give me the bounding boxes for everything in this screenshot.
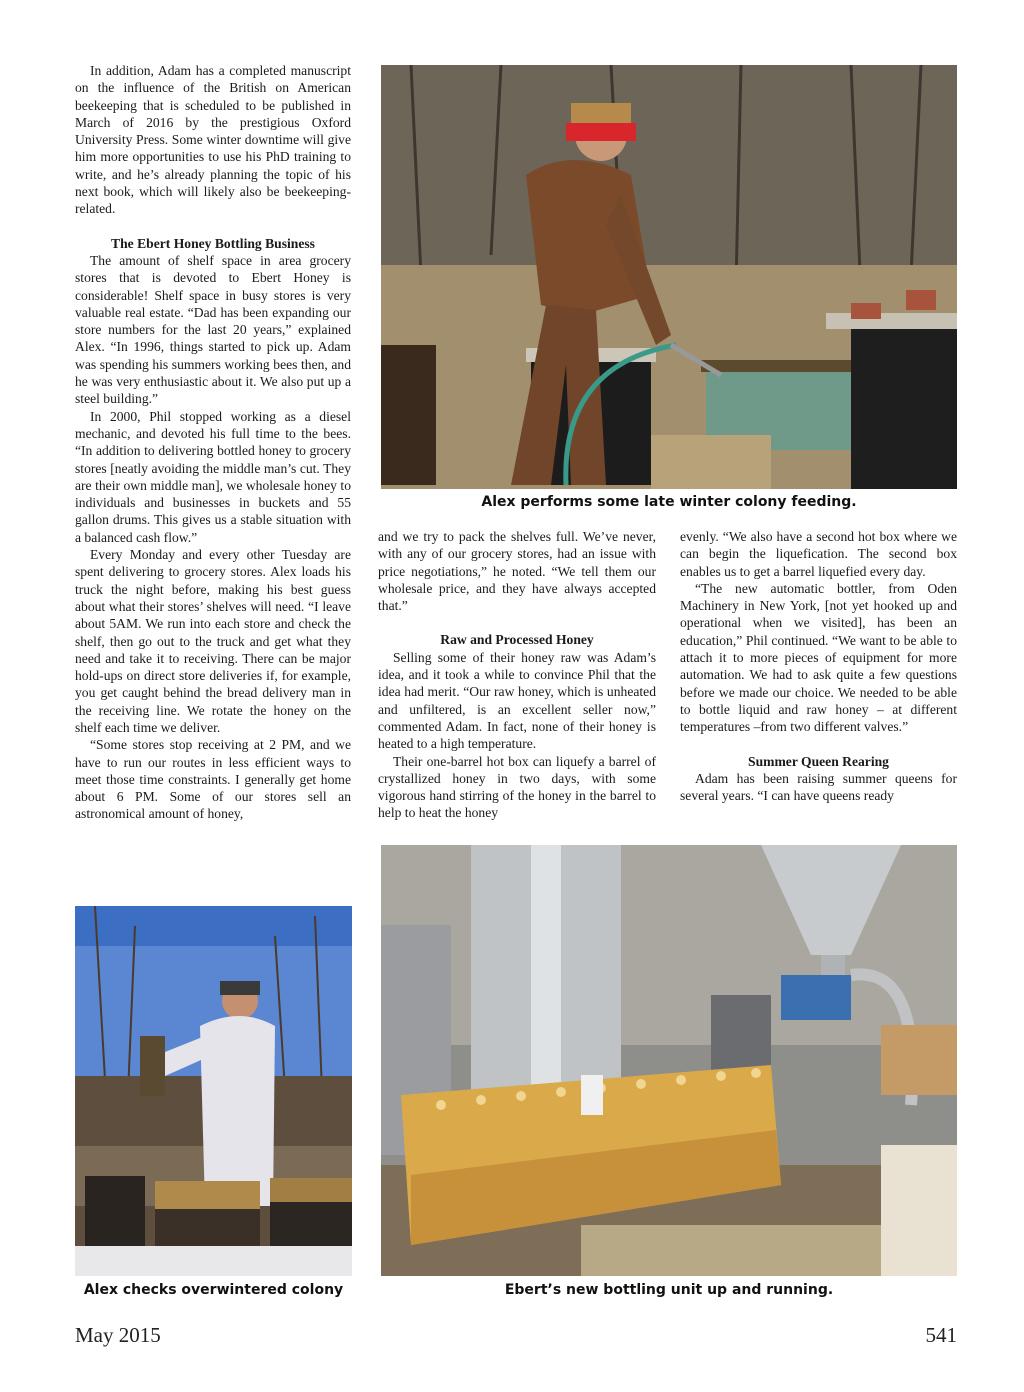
caption-top-photo: Alex performs some late winter colony feeding. [481,494,857,510]
footer-date: May 2015 [75,1323,161,1347]
paragraph: In 2000, Phil stopped working as a diesel mechanic, and devoted his full time to the bees. “In addition to delivering bottled honey to grocery stores [neatly avoiding the middle man’s cut. They are their own middle man], we wholesale honey to individuals and businesses in buckets and 55 gallon drums. This gives us a stable situation with a balanced cash flow.” [75,408,351,545]
section-heading: The Ebert Honey Bottling Business [111,235,315,251]
paragraph: “Some stores stop receiving at 2 PM, and we have to run our routes in less efficient ways to meet those time constraints. I generally get home about 6 PM. Some of our stores sell an astronomical amount of honey, [75,737,351,822]
paragraph: evenly. “We also have a second hot box where we can begin the liquefication. The second box enables us to get a barrel liquefied every day. [680,529,957,579]
paragraph: Selling some of their honey raw was Adam’s idea, and it took a while to convince Phil that the idea had merit. “Our raw honey, which is unheated and unfiltered, is an excellent seller now,” commented Adam. In fact, none of their honey is heated to a high temperature. [378,649,656,752]
paragraph: Adam has been raising summer queens for several years. “I can have queens ready [680,770,957,804]
paragraph: and we try to pack the shelves full. We’ve never, with any of our grocery stores, had an issue with price negotiations,” he noted. “We tell them our wholesale price, and they have always accepted that.” [378,529,656,614]
section-heading: Summer Queen Rearing [748,753,889,769]
paragraph: The amount of shelf space in area grocery stores that is devoted to Ebert Honey is considerable! Shelf space in busy stores is very valuable real estate. “Dad has been expanding our store numbers for the last 20 years,” explained Alex. “In 1996, things started to pick up. Adam was spending his summers working bees then, and he was very enthusiastic about it. We also put up a steel building.” [75,252,351,407]
caption-bottom-right-photo: Ebert’s new bottling unit up and running. [504,1282,834,1298]
paragraph: “The new automatic bottler, from Oden Machinery in New York, [not yet hooked up and operational when we visited], has been an education,” Phil continued. “We want to be able to attach it to more pieces of equipment for more automation. We had to ask quite a few questions before we made our choice. We needed to be able to bottle liquid and raw honey – at different temperatures –from two different valves.” [680,580,957,735]
article-column-1 [75,62,351,823]
photo-bottling-unit [381,845,957,1276]
article-column-2 [378,528,656,822]
paragraph: Every Monday and every other Tuesday are spent delivering to grocery stores. Alex loads his truck the night before, making his best guess about what their stores’ shelves will need. “I leave about 5AM. We run into each store and check the shelf, then go out to the truck and get what they need and take it to receiving. There can be major hold-ups on direct store deliveries if, for example, you get caught behind the bread delivery man in the receiving line. We rotate the honey on the shelf each time we deliver. [75,547,351,735]
photo-overwintered-colony [75,906,352,1276]
article-column-3 [680,528,957,804]
paragraph: Their one-barrel hot box can liquefy a barrel of crystallized honey in two days, with some vigorous hand stirring of the honey in the barrel to help to heat the honey [378,753,656,821]
section-heading: Raw and Processed Honey [440,632,594,648]
caption-bottom-left-photo: Alex checks overwintered colony [83,1282,344,1298]
paragraph: In addition, Adam has a completed manuscript on the influence of the British on American beekeeping that is scheduled to be published in March of 2016 by the prestigious Oxford University Press. Some winter downtime will give him more opportunities to use his PhD training to write, and he’s already planning the topic of his next book, which will likely also be beekeeping-related. [75,63,351,217]
page-number: 541 [925,1323,957,1347]
photo-colony-feeding [381,65,957,489]
